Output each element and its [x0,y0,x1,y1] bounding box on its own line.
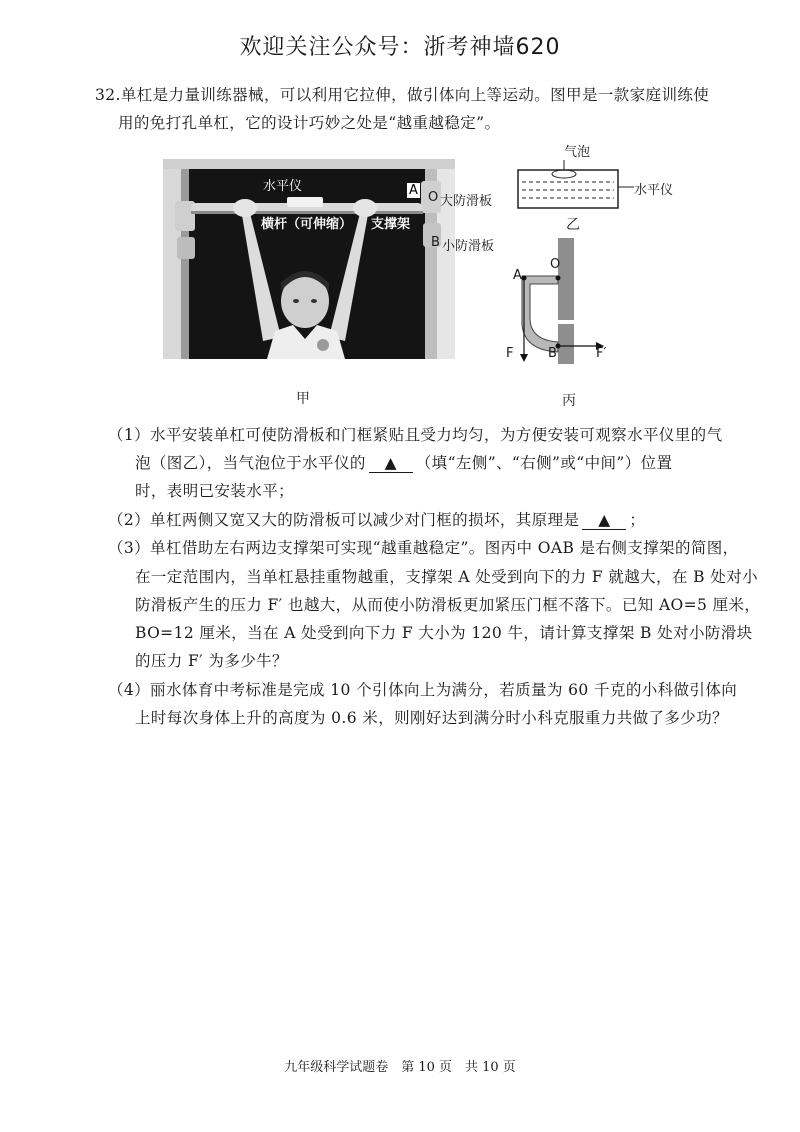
jia-label-small-pad: 小防滑板 [442,239,495,254]
part-3-line-4: BO=12 厘米，当在 A 处受到向下力 F 大小为 120 牛，请计算支撑架 B 处对小防滑块 [135,624,753,642]
part-2-pre: （2）单杠两侧又宽又大的防滑板可以减少对门框的损坏，其原理是 [108,511,580,529]
part-2-line [108,508,645,530]
question-intro-line-1 [95,83,709,105]
bing-label-f: F [506,346,514,361]
jia-label-b: B [431,235,440,250]
figure-bing-caption: 丙 [562,393,576,409]
figure-bing-support-diagram [500,232,640,372]
page-footer: 九年级科学试题卷 第 10 页 共 10 页 [284,1060,516,1075]
page-header-title: 欢迎关注公众号：浙考神墙620 [239,35,561,60]
bing-label-f-prime: F′ [596,346,607,361]
part-3-line-1: （3）单杠借助左右两边支撑架可实现“越重越稳定”。图丙中 OAB 是右侧支撑架的简图， [108,539,739,557]
question-number: 32. [95,86,121,104]
part-1-line-1: （1）水平安装单杠可使防滑板和门框紧贴且受力均匀，为方便安装可观察水平仪里的气 [108,426,723,444]
bing-label-o: O [550,257,561,272]
jia-label-level: 水平仪 [263,179,303,194]
yi-label-bubble: 气泡 [564,145,591,160]
jia-label-support: 支撑架 [371,217,411,232]
part-3-line-2: 在一定范围内，当单杠悬挂重物越重，支撑架 A 处受到向下的力 F 就越大，在 B 处对小 [135,568,759,586]
jia-label-big-pad: 大防滑板 [440,194,493,209]
question-intro-line-2: 用的免打孔单杠，它的设计巧妙之处是“越重越稳定”。 [118,114,501,132]
bing-label-b: B [548,346,557,361]
part-2-answer-blank[interactable]: ▲ [582,511,626,530]
jia-label-a: A [409,183,418,198]
jia-label-bar: 横杆（可伸缩） [261,217,353,232]
part-1-answer-blank[interactable]: ▲ [369,454,413,473]
part-1-line-2-pre: 泡（图乙），当气泡位于水平仪的 [135,454,366,472]
part-3-line-5: 的压力 F′ 为多少牛？ [135,652,288,670]
question-intro-text-1: 单杠是力量训练器械，可以利用它拉伸，做引体向上等运动。图甲是一款家庭训练使 [120,86,710,104]
yi-label-level: 水平仪 [634,183,674,198]
part-3-line-3: 防滑板产生的压力 F′ 也越大，从而使小防滑板更加紧压门框不落下。已知 AO=5 厘米， [135,596,761,614]
figure-jia-caption: 甲 [296,391,310,407]
part-2-post: ； [629,511,646,529]
figure-jia-photo [163,159,455,359]
figure-yi-caption: 乙 [566,217,580,233]
bing-label-a: A [513,268,522,283]
part-4-line-2: 上时每次身体上升的高度为 0.6 米，则刚好达到满分时小科克服重力共做了多少功？ [135,709,729,727]
part-1-line-2-post: （填“左侧”、“右侧”或“中间”）位置 [415,454,673,472]
part-1-line-3: 时，表明已安装水平； [135,482,295,500]
jia-label-o: O [428,190,439,205]
part-1-line-2 [135,451,672,473]
part-4-line-1: （4）丽水体育中考标准是完成 10 个引体向上为满分，若质量为 60 千克的小科做引体向 [108,681,738,699]
